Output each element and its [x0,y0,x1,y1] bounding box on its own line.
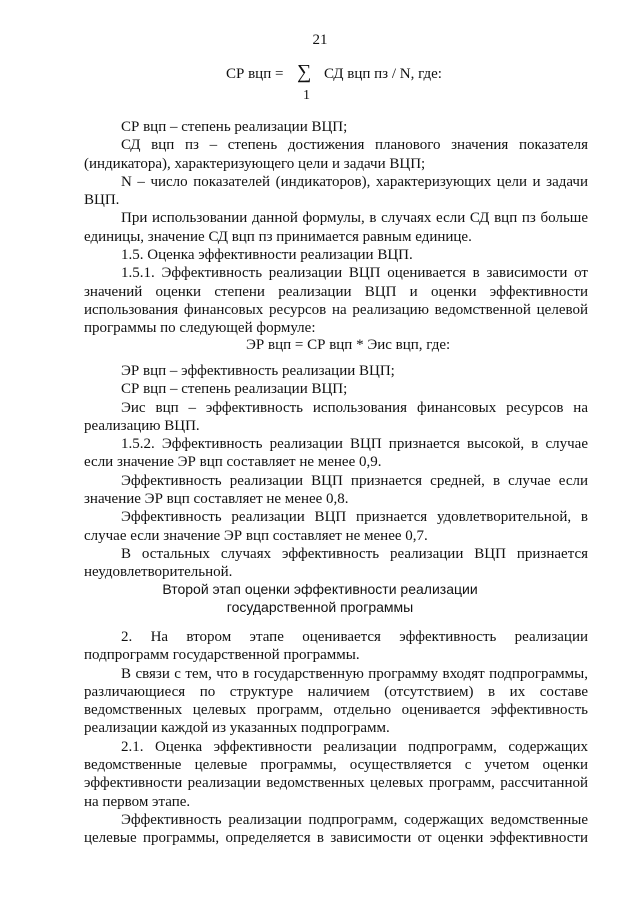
section-heading-line: государственной программы [226,599,414,615]
paragraph: Эис вцп – эффективность использования финансовых ресурсов на реализацию ВЦП. [84,399,588,434]
text-block-efficiency-levels [84,362,588,582]
paragraph: 2.1. Оценка эффективности реализации подпрограмм, содержащих ведомственные целевые программы, осуществляется с учетом оценки эффективности реализации ведомственных целевых программ, рассчитанной на первом этапе. [84,738,588,810]
paragraph: СР вцп – степень реализации ВЦП; [121,119,348,135]
paragraph: Эффективность реализации подпрограмм, содержащих ведомственные целевые программы, определяется в зависимости от оценки эффективности [84,811,588,847]
section-heading-line: Второй этап оценки эффективности реализации [162,581,478,597]
formula-left-side: СР вцп = [226,66,284,82]
paragraph: СР вцп – степень реализации ВЦП; [121,381,348,398]
formula-right-side: СД вцп пз / N, где: [324,66,442,82]
paragraph: В связи с тем, что в государственную программу входят подпрограммы, различающиеся по структуре наличием (отсутствием) в их составе ведомственных целевых программ, отдельно оценивается эффективность реализации каждой из указанных подпрограмм. [84,665,588,737]
paragraph: 1.5.2. Эффективность реализации ВЦП признается высокой, в случае если значение ЭР вцп составляет не менее 0,9. [84,436,588,471]
sigma-lower-limit: 1 [303,88,310,103]
text-block-second-stage [84,628,588,848]
paragraph: В остальных случаях эффективность реализации ВЦП признается неудовлетворительной. [84,545,588,581]
paragraph: 1.5. Оценка эффективности реализации ВЦП. [121,247,413,264]
sigma-symbol: ∑ [297,61,312,83]
paragraph: 2. На втором этапе оценивается эффективность реализации подпрограмм государственной программы. [84,629,588,664]
paragraph: N – число показателей (индикаторов), характеризующих цели и задачи ВЦП. [84,173,588,209]
section-heading [0,580,640,616]
page-number: 21 [312,32,328,48]
paragraph: СД вцп пз – степень достижения планового значения показателя (индикатора), характеризующего цели и задачи ВЦП; [84,137,588,172]
paragraph: ЭР вцп – эффективность реализации ВЦП; [121,363,395,379]
paragraph: При использовании данной формулы, в случаях если СД вцп пз больше единицы, значение СД вцп пз принимается равным единице. [84,210,588,245]
paragraph: Эффективность реализации ВЦП признается удовлетворительной, в случае если значение ЭР вцп составляет не менее 0,7. [84,509,588,544]
paragraph: Эффективность реализации ВЦП признается средней, в случае если значение ЭР вцп составляет не менее 0,8. [84,472,588,508]
text-block-definitions [84,118,588,338]
formula-efficiency: ЭР вцп = СР вцп * Эис вцп, где: [246,337,451,353]
paragraph: 1.5.1. Эффективность реализации ВЦП оценивается в зависимости от значений оценки степени реализации ВЦП и оценки эффективности использования финансовых ресурсов на реализацию ведомственной целевой программы по следующей формуле: [84,265,588,337]
